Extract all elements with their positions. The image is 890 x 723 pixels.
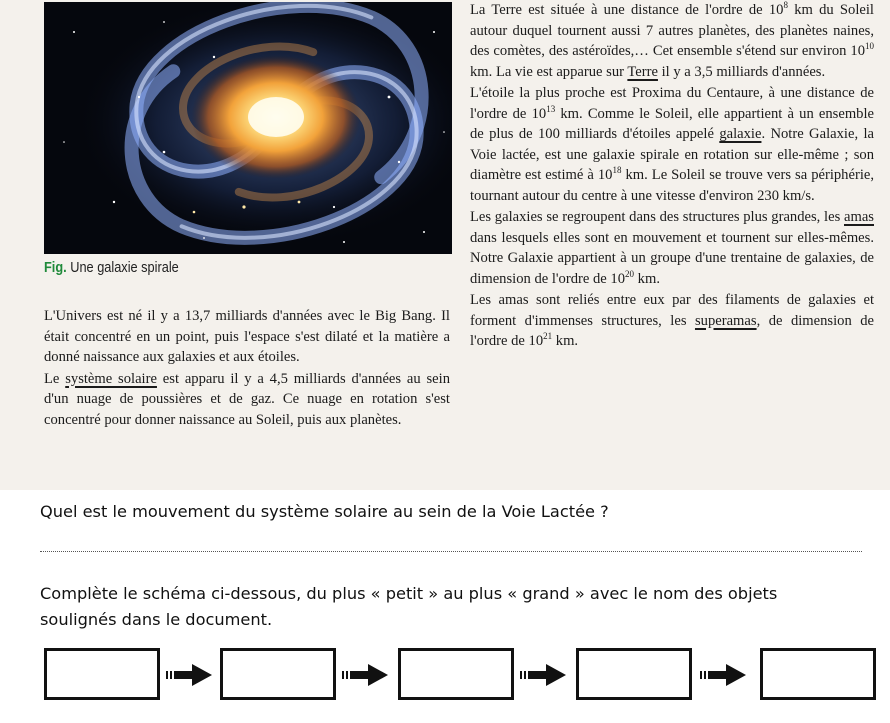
text-run: km. Le Soleil se trouve vers sa périphérie, tournant autour du centre à une vitesse d'environ 230 km/s.	[470, 167, 874, 204]
text-run: dans lesquels elles sont en mouvement et tournent sur elles-mêmes. Notre Galaxie appartient à un groupe d'une trentaine de galaxies, de dimension de l'ordre de 10	[470, 229, 874, 287]
figure-label: Fig.	[44, 260, 67, 276]
question-1: Quel est le mouvement du système solaire au sein de la Voie Lactée ?	[40, 502, 609, 521]
text-run: La Terre est située à une distance de l'ordre de 10	[470, 2, 784, 18]
answer-box-2[interactable]	[220, 648, 336, 700]
paragraph-big-bang: L'Univers est né il y a 13,7 milliards d'années avec le Big Bang. Il était concentré en un point, puis l'espace s'est dilaté et la matière a donné naissance aux galaxies et aux étoiles.	[44, 308, 450, 365]
exponent: 8	[783, 0, 788, 11]
question-2-line-1: Complète le schéma ci-dessous, du plus « petit » au plus « grand » avec le nom des objets	[40, 584, 778, 603]
text-run: km.	[634, 270, 660, 287]
text-run: Le	[44, 370, 66, 387]
underlined-term-earth: Terre	[627, 63, 658, 80]
text-run: Les galaxies se regroupent dans des structures plus grandes, les	[470, 209, 844, 225]
exponent: 21	[543, 331, 553, 342]
paragraph-earth	[470, 0, 874, 82]
text-run: km.	[552, 333, 579, 349]
underlined-term-superclusters: superamas	[694, 312, 757, 329]
underlined-term-solar-system: système solaire	[65, 370, 157, 387]
answer-box-1[interactable]	[44, 648, 160, 700]
text-run: . Notre Galaxie, la Voie lactée, est une galaxie spirale en rotation sur elle-même ; son diamètre est estimé à 10	[470, 126, 874, 183]
figure-caption-text: Une galaxie spirale	[70, 260, 179, 276]
figure-caption	[44, 260, 179, 276]
answer-box-5[interactable]	[760, 648, 876, 700]
text-run: km. Comme le Soleil, elle appartient à un ensemble de plus de 100 milliards d'étoiles appelé	[470, 105, 875, 142]
text-run: il y a 3,5 milliards d'années.	[657, 63, 826, 80]
text-run: km. La vie est apparue sur	[470, 63, 628, 80]
text-run: km du Soleil autour duquel tournent aussi 7 autres planètes, des planètes naines, des comètes, des astéroïdes,… Cet ensemble s'étend sur environ 10	[470, 2, 874, 59]
spiral-galaxy-illustration	[44, 2, 452, 254]
paragraph-solar-system	[44, 369, 450, 431]
galaxy-image	[44, 2, 452, 254]
paragraph-clusters	[470, 207, 874, 289]
question-2-line-2: soulignés dans le document.	[40, 610, 273, 629]
arrow-right-icon	[700, 664, 746, 686]
exponent: 18	[612, 165, 622, 176]
underlined-term-clusters: amas	[844, 209, 874, 225]
underlined-term-galaxy: galaxie	[719, 126, 762, 142]
paragraph-superclusters	[470, 290, 874, 352]
paragraph-galaxy	[470, 83, 874, 206]
arrow-right-icon	[166, 664, 212, 686]
exponent: 13	[546, 103, 556, 114]
answer-box-3[interactable]	[398, 648, 514, 700]
right-text-column	[470, 0, 874, 352]
exponent: 10	[865, 41, 874, 52]
left-text-column	[44, 306, 450, 430]
arrow-right-icon	[520, 664, 566, 686]
answer-box-4[interactable]	[576, 648, 692, 700]
exponent: 20	[625, 268, 635, 279]
text-run: Les amas sont reliés entre eux par des filaments de galaxies et forment d'immenses structures, les	[470, 292, 874, 329]
text-run: est apparu il y a 4,5 milliards d'années au sein d'un nuage de poussières et de gaz. Ce nuage en rotation s'est concentré pour donner naissance au Soleil, puis aux planètes.	[44, 370, 450, 428]
arrow-right-icon	[342, 664, 388, 686]
text-run: L'étoile la plus proche est Proxima du Centaure, à une distance de l'ordre de 10	[470, 85, 874, 122]
answer-line[interactable]	[40, 551, 862, 552]
text-run: , de dimension de l'ordre de 10	[470, 312, 874, 349]
